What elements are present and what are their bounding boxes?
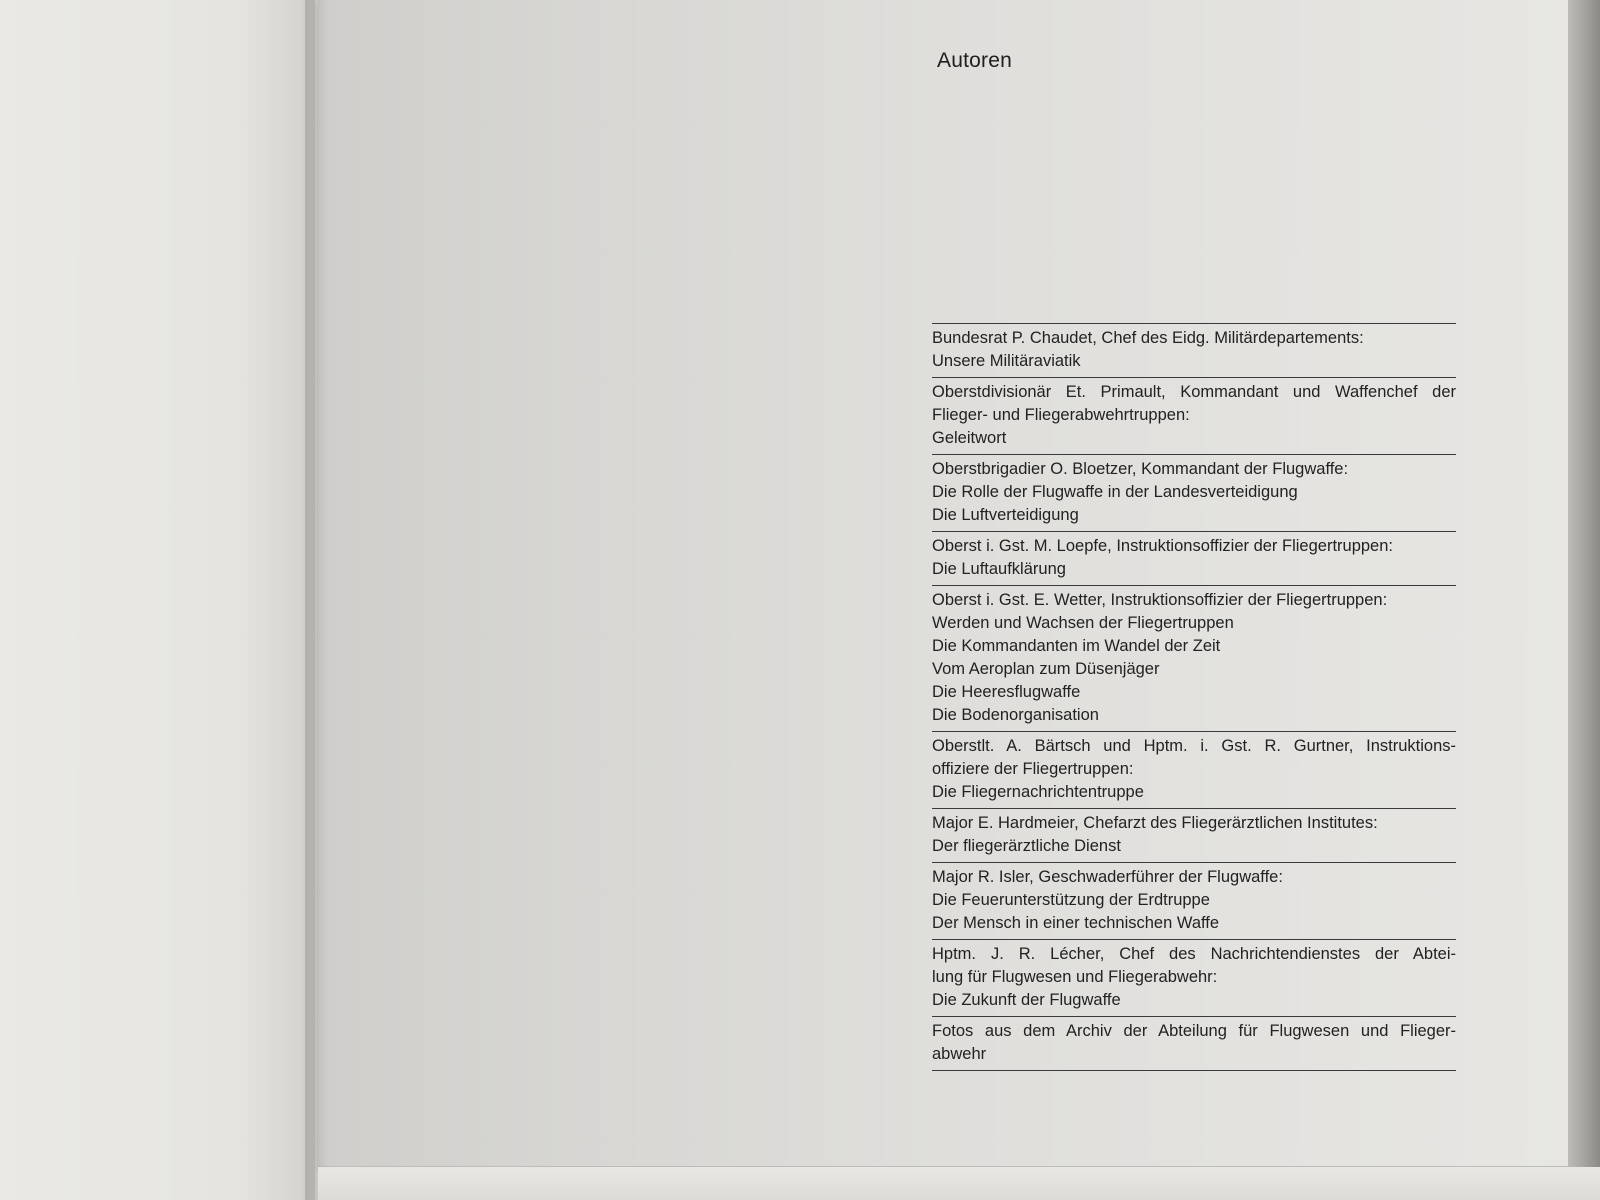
author-name-line: Fotos aus dem Archiv der Abteilung für Flugwesen und Flieger- bbox=[932, 1022, 1456, 1040]
article-title: Die Heeresflugwaffe bbox=[932, 683, 1081, 701]
author-entry bbox=[932, 1017, 1456, 1071]
author-entry bbox=[932, 455, 1456, 532]
author-name-line: Oberst i. Gst. M. Loepfe, Instruktionsoffizier der Fliegertruppen: bbox=[932, 537, 1393, 555]
article-title: Vom Aeroplan zum Düsenjäger bbox=[932, 660, 1160, 678]
author-name-line: Major R. Isler, Geschwaderführer der Flugwaffe: bbox=[932, 868, 1283, 886]
article-title: Die Rolle der Flugwaffe in der Landesverteidigung bbox=[932, 483, 1298, 501]
left-page bbox=[0, 0, 315, 1200]
author-entry bbox=[932, 532, 1456, 586]
article-title: Die Zukunft der Flugwaffe bbox=[932, 991, 1121, 1009]
author-entry bbox=[932, 732, 1456, 809]
page-bottom-edge bbox=[318, 1167, 1600, 1200]
article-title: Die Feuerunterstützung der Erdtruppe bbox=[932, 891, 1210, 909]
page-title: Autoren bbox=[937, 49, 1012, 72]
author-name-line: Oberstbrigadier O. Bloetzer, Kommandant der Flugwaffe: bbox=[932, 460, 1349, 478]
author-entry bbox=[932, 378, 1456, 455]
article-title: Die Kommandanten im Wandel der Zeit bbox=[932, 637, 1221, 655]
author-entry bbox=[932, 809, 1456, 863]
article-title: Geleitwort bbox=[932, 429, 1007, 447]
gutter-shadow bbox=[305, 0, 329, 1200]
article-title: Unsere Militäraviatik bbox=[932, 352, 1081, 370]
author-entry bbox=[932, 863, 1456, 940]
author-name-line: Major E. Hardmeier, Chefarzt des Fliegerärztlichen Institutes: bbox=[932, 814, 1378, 832]
author-list bbox=[932, 323, 1456, 1071]
author-name-line: Oberstdivisionär Et. Primault, Kommandant und Waffenchef der bbox=[932, 383, 1456, 401]
article-title: Der Mensch in einer technischen Waffe bbox=[932, 914, 1220, 932]
author-name-line: Bundesrat P. Chaudet, Chef des Eidg. Militärdepartements: bbox=[932, 329, 1364, 347]
article-title: Die Luftaufklärung bbox=[932, 560, 1066, 578]
author-name-line: lung für Flugwesen und Fliegerabwehr: bbox=[932, 968, 1218, 986]
author-name-line: abwehr bbox=[932, 1045, 987, 1063]
article-title: Werden und Wachsen der Fliegertruppen bbox=[932, 614, 1234, 632]
author-name-line: Flieger- und Fliegerabwehrtruppen: bbox=[932, 406, 1190, 424]
author-entry bbox=[932, 940, 1456, 1017]
author-name-line: Oberst i. Gst. E. Wetter, Instruktionsoffizier der Fliegertruppen: bbox=[932, 591, 1388, 609]
article-title: Der fliegerärztliche Dienst bbox=[932, 837, 1121, 855]
author-entry bbox=[932, 324, 1456, 378]
author-name-line: offiziere der Fliegertruppen: bbox=[932, 760, 1134, 778]
author-name-line: Hptm. J. R. Lécher, Chef des Nachrichtendienstes der Abtei- bbox=[932, 945, 1456, 963]
author-entry bbox=[932, 586, 1456, 732]
author-name-line: Oberstlt. A. Bärtsch und Hptm. i. Gst. R. Gurtner, Instruktions- bbox=[932, 737, 1456, 755]
article-title: Die Bodenorganisation bbox=[932, 706, 1099, 724]
book-edge bbox=[1568, 0, 1600, 1200]
article-title: Die Fliegernachrichtentruppe bbox=[932, 783, 1144, 801]
article-title: Die Luftverteidigung bbox=[932, 506, 1079, 524]
